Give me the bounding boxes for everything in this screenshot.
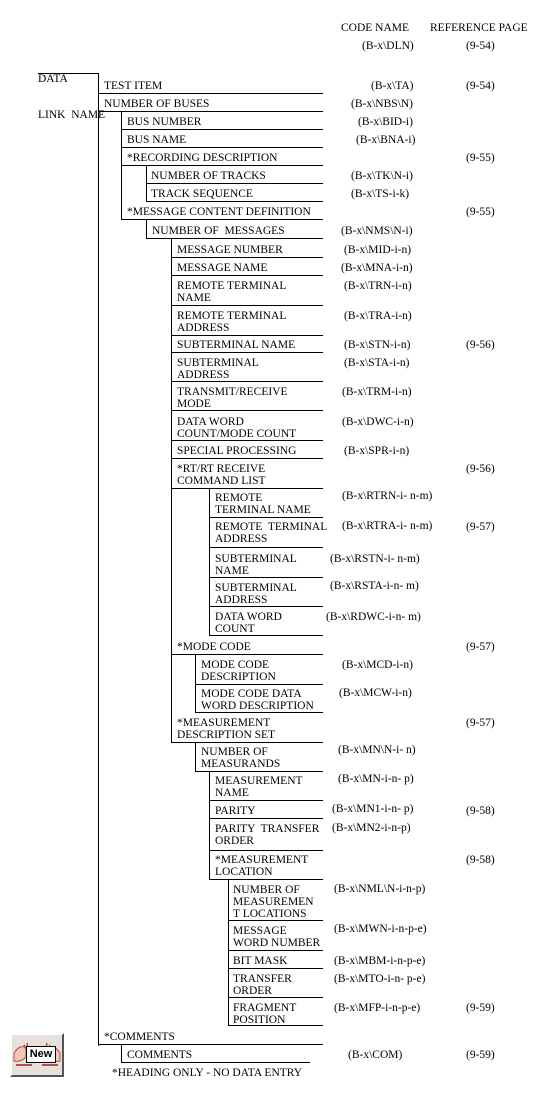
item-mode-code-data-word-description: MODE CODE DATA WORD DESCRIPTION: [201, 688, 314, 712]
item-comments-heading: *COMMENTS: [104, 1031, 175, 1043]
reference-page-header: REFERENCE PAGE: [430, 22, 528, 34]
item-subterminal-address: SUBTERMINAL ADDRESS: [177, 357, 259, 381]
code-data-word-count: (B-x\DWC-i-n): [342, 416, 414, 428]
root-label: DATA LINK NAME: [38, 73, 106, 121]
item-parity: PARITY: [215, 805, 256, 817]
code-rt-data-word-count: (B-x\RDWC-i-n- m): [326, 611, 421, 623]
code-number-of-messages: (B-x\NMS\N-i): [341, 225, 413, 237]
item-measurement-location: *MEASUREMENT LOCATION: [215, 854, 309, 878]
item-test-item: TEST ITEM: [104, 80, 163, 92]
code-track-sequence: (B-x\TS-i-k): [351, 188, 410, 200]
new-button-label: New: [26, 1046, 56, 1063]
item-parity-transfer-order: PARITY TRANSFER ORDER: [215, 823, 320, 847]
item-measurement-description-set: *MEASUREMENT DESCRIPTION SET: [177, 717, 276, 741]
item-comments: COMMENTS: [127, 1049, 193, 1061]
item-measurement-name: MEASUREMENT NAME: [215, 775, 303, 799]
item-recording-description: *RECORDING DESCRIPTION: [127, 152, 278, 164]
ref-parity: (9-58): [466, 805, 495, 817]
root-code: (B-x\DLN): [362, 40, 414, 52]
new-button[interactable]: [10, 1033, 64, 1077]
item-fragment-position: FRAGMENT POSITION: [233, 1002, 297, 1026]
item-message-word-number: MESSAGE WORD NUMBER: [233, 925, 321, 949]
code-parity: (B-x\MN1-i-n- p): [332, 803, 414, 815]
ref-message-content-definition: (9-55): [466, 206, 495, 218]
code-remote-terminal-name: (B-x\TRN-i-n): [344, 280, 412, 292]
item-data-word-count: DATA WORD COUNT/MODE COUNT: [177, 416, 297, 440]
code-bus-number: (B-x\BID-i): [358, 116, 413, 128]
ref-mode-code: (9-57): [466, 641, 495, 653]
code-number-of-tracks: (B-x\TK\N-i): [351, 170, 413, 182]
item-rt-remote-terminal-name: REMOTE TERMINAL NAME: [215, 492, 311, 516]
code-mode-code-data-word-description: (B-x\MCW-i-n): [339, 687, 412, 699]
code-subterminal-address: (B-x\STA-i-n): [344, 357, 410, 369]
ref-measurement-description-set: (9-57): [466, 717, 495, 729]
item-mode-code: *MODE CODE: [177, 641, 251, 653]
item-number-of-measurands: NUMBER OF MEASURANDS: [201, 746, 281, 770]
item-rt-remote-terminal-address: REMOTE TERMINAL ADDRESS: [215, 521, 328, 545]
code-bus-name: (B-x\BNA-i): [356, 134, 416, 146]
code-special-processing: (B-x\SPR-i-n): [344, 445, 410, 457]
footnote: *HEADING ONLY - NO DATA ENTRY: [112, 1067, 303, 1079]
item-message-content-definition: *MESSAGE CONTENT DEFINITION: [127, 206, 311, 218]
code-number-of-measurands: (B-x\MN\N-i- n): [338, 744, 416, 756]
item-number-of-messages: NUMBER OF MESSAGES: [152, 225, 285, 237]
code-rt-subterminal-name: (B-x\RSTN-i- n-m): [330, 553, 420, 565]
item-rt-subterminal-address: SUBTERMINAL ADDRESS: [215, 582, 297, 606]
item-bit-mask: BIT MASK: [233, 955, 288, 967]
item-number-of-buses: NUMBER OF BUSES: [104, 98, 210, 110]
item-rt-data-word-count: DATA WORD COUNT: [215, 611, 282, 635]
ref-comments: (9-59): [466, 1049, 495, 1061]
ref-subterminal-name: (9-56): [466, 339, 495, 351]
ref-measurement-location: (9-58): [466, 854, 495, 866]
item-track-sequence: TRACK SEQUENCE: [151, 188, 253, 200]
code-message-name: (B-x\MNA-i-n): [341, 262, 413, 274]
code-remote-terminal-address: (B-x\TRA-i-n): [344, 310, 412, 322]
code-subterminal-name: (B-x\STN-i-n): [344, 339, 411, 351]
item-rt-subterminal-name: SUBTERMINAL NAME: [215, 553, 297, 577]
ref-rt-rt-receive-command-list: (9-56): [466, 463, 495, 475]
code-message-word-number: (B-x\MWN-i-n-p-e): [334, 923, 427, 935]
code-name-header: CODE NAME: [341, 22, 410, 34]
item-message-number: MESSAGE NUMBER: [177, 244, 283, 256]
code-parity-transfer-order: (B-x\MN2-i-n-p): [332, 822, 411, 834]
item-bus-name: BUS NAME: [127, 134, 187, 146]
ref-test-item: (9-54): [466, 80, 495, 92]
code-rt-subterminal-address: (B-x\RSTA-i-n- m): [330, 580, 419, 592]
code-transmit-receive-mode: (B-x\TRM-i-n): [342, 386, 412, 398]
code-number-of-buses: (B-x\NBS\N): [351, 98, 413, 110]
item-transmit-receive-mode: TRANSMIT/RECEIVE MODE: [177, 386, 288, 410]
code-bit-mask: (B-x\MBM-i-n-p-e): [334, 955, 426, 967]
item-rt-rt-receive-command-list: *RT/RT RECEIVE COMMAND LIST: [177, 463, 266, 487]
root-ref: (9-54): [466, 40, 495, 52]
item-special-processing: SPECIAL PROCESSING: [177, 445, 297, 457]
code-measurement-name: (B-x\MN-i-n- p): [338, 773, 414, 785]
item-remote-terminal-address: REMOTE TERMINAL ADDRESS: [177, 310, 287, 334]
code-rt-remote-terminal-name: (B-x\RTRN-i- n-m): [342, 490, 433, 502]
code-transfer-order: (B-x\MTO-i-n- p-e): [334, 973, 426, 985]
item-remote-terminal-name: REMOTE TERMINAL NAME: [177, 280, 287, 304]
item-mode-code-description: MODE CODE DESCRIPTION: [201, 659, 276, 683]
ref-recording-description: (9-55): [466, 152, 495, 164]
code-mode-code-description: (B-x\MCD-i-n): [342, 659, 413, 671]
item-bus-number: BUS NUMBER: [127, 116, 202, 128]
code-rt-remote-terminal-address: (B-x\RTRA-i- n-m): [342, 520, 433, 532]
code-fragment-position: (B-x\MFP-i-n-p-e): [334, 1002, 421, 1014]
item-transfer-order: TRANSFER ORDER: [233, 973, 292, 997]
item-number-of-measurement-locations: NUMBER OF MEASUREMEN T LOCATIONS: [233, 884, 314, 920]
code-number-of-measurement-locations: (B-x\NML\N-i-n-p): [334, 883, 426, 895]
code-comments: (B-x\COM): [348, 1049, 403, 1061]
ref-rt-remote-terminal-address: (9-57): [466, 521, 495, 533]
ref-fragment-position: (9-59): [466, 1002, 495, 1014]
item-number-of-tracks: NUMBER OF TRACKS: [151, 170, 266, 182]
code-message-number: (B-x\MID-i-n): [344, 244, 412, 256]
item-message-name: MESSAGE NAME: [177, 262, 268, 274]
code-test-item: (B-x\TA): [371, 80, 414, 92]
item-subterminal-name: SUBTERMINAL NAME: [177, 339, 296, 351]
